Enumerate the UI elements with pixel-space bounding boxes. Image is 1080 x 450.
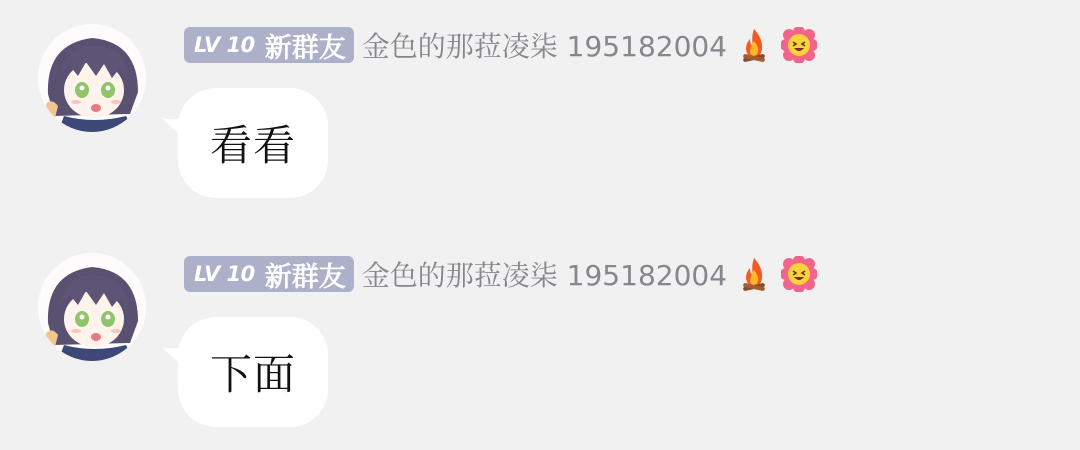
flower-face-emoji-icon xyxy=(781,256,815,292)
avatar[interactable] xyxy=(38,24,146,132)
member-title: 新群友 xyxy=(264,32,346,64)
sender-header xyxy=(184,26,815,64)
member-title: 新群友 xyxy=(264,261,346,293)
anime-avatar-icon xyxy=(38,24,146,132)
sender-nickname[interactable]: 金色的那菈凌柒 195182004 xyxy=(361,30,728,63)
member-level-badge[interactable] xyxy=(184,27,354,63)
level-label: LV 10 xyxy=(194,33,255,57)
anime-avatar-icon xyxy=(38,253,146,361)
message-text: 看看 xyxy=(209,121,296,170)
fire-emoji-icon xyxy=(737,27,771,63)
sender-header xyxy=(184,255,815,293)
fire-emoji-icon xyxy=(737,256,771,292)
message-bubble[interactable] xyxy=(178,88,328,198)
member-level-badge[interactable] xyxy=(184,256,354,292)
flower-face-emoji-icon xyxy=(781,27,815,63)
level-label: LV 10 xyxy=(194,262,255,286)
chat-message xyxy=(0,229,1080,429)
sender-nickname[interactable]: 金色的那菈凌柒 195182004 xyxy=(361,259,728,292)
avatar[interactable] xyxy=(38,253,146,361)
message-bubble[interactable] xyxy=(178,317,328,427)
message-text: 下面 xyxy=(209,350,296,399)
chat-message xyxy=(0,0,1080,200)
